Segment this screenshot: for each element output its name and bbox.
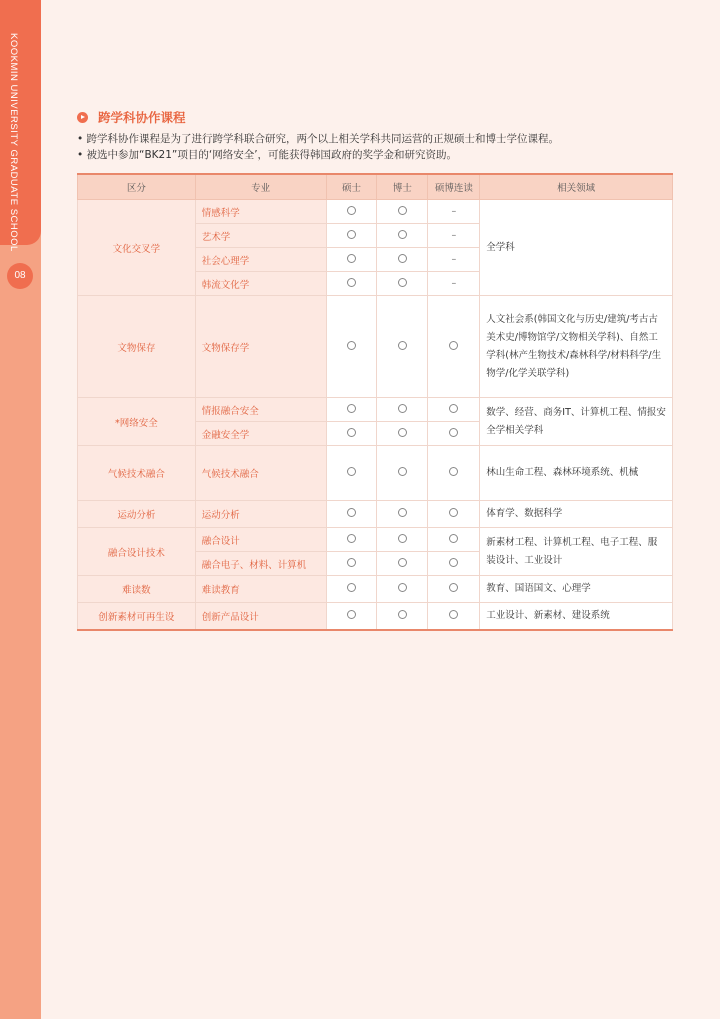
category-cell: *网络安全 [78,398,196,446]
program-table [77,173,673,631]
master-cell [326,224,377,248]
master-cell [326,552,377,576]
major-cell: 社会心理学 [195,248,326,272]
category-cell: 创新素材可再生设 [78,603,196,631]
field-cell: 体育学、数据科学 [480,501,673,528]
field-cell: 数学、经营、商务IT、计算机工程、情报安全学相关学科 [480,398,673,446]
bullet-item: • 被选中参加“BK21”项目的‘网络安全’，可能获得韩国政府的奖学金和研究资助。 [77,147,559,163]
circle-mark-icon [398,230,407,239]
phd-cell [377,603,428,631]
circle-mark-icon [398,534,407,543]
combined-cell: – [428,200,480,224]
circle-mark-icon [398,206,407,215]
phd-cell [377,501,428,528]
master-cell [326,603,377,631]
page-number: 08 [7,263,33,289]
major-cell: 难读教育 [195,576,326,603]
circle-mark-icon [398,278,407,287]
phd-cell [377,528,428,552]
master-cell [326,422,377,446]
field-cell: 人文社会系(韩国文化与历史/建筑/考古古美术史/博物馆学/文物相关学科)、自然工学科(林产生物技术/森林科学/材料科学/生物学/化学关联学科) [480,296,673,398]
table-row [78,446,673,501]
category-cell: 融合设计技术 [78,528,196,576]
phd-cell [377,398,428,422]
circle-mark-icon [398,404,407,413]
combined-cell [428,603,480,631]
combined-cell: – [428,248,480,272]
combined-cell [428,552,480,576]
table-body [78,200,673,631]
section-heading [77,108,186,126]
category-cell: 运动分析 [78,501,196,528]
circle-mark-icon [449,428,458,437]
combined-cell [428,398,480,422]
header-field: 相关领域 [480,174,673,200]
header-major: 专业 [195,174,326,200]
circle-mark-icon [347,341,356,350]
field-cell: 工业设计、新素材、建设系统 [480,603,673,631]
circle-mark-icon [449,534,458,543]
category-cell: 难读数 [78,576,196,603]
header-combined: 硕博连读 [428,174,480,200]
circle-mark-icon [347,404,356,413]
master-cell [326,248,377,272]
circle-mark-icon [449,467,458,476]
phd-cell [377,248,428,272]
master-cell [326,200,377,224]
master-cell [326,446,377,501]
circle-mark-icon [449,508,458,517]
major-cell: 情感科学 [195,200,326,224]
master-cell [326,528,377,552]
major-cell: 融合电子、材料、计算机 [195,552,326,576]
category-cell: 文物保存 [78,296,196,398]
table-row [78,200,673,224]
circle-mark-icon [449,610,458,619]
major-cell: 融合设计 [195,528,326,552]
phd-cell [377,446,428,501]
table-row [78,576,673,603]
major-cell: 文物保存学 [195,296,326,398]
combined-cell [428,446,480,501]
circle-mark-icon [347,534,356,543]
school-name: KOOKMIN UNIVERSITY GRADUATE SCHOOL [8,33,19,252]
circle-mark-icon [347,230,356,239]
circle-mark-icon [347,610,356,619]
combined-cell [428,422,480,446]
circle-mark-icon [347,558,356,567]
major-cell: 运动分析 [195,501,326,528]
combined-cell: – [428,224,480,248]
circle-mark-icon [347,254,356,263]
table-row [78,296,673,398]
phd-cell [377,576,428,603]
major-cell: 金融安全学 [195,422,326,446]
circle-mark-icon [449,341,458,350]
circle-mark-icon [347,278,356,287]
field-cell: 教育、国语国文、心理学 [480,576,673,603]
field-cell: 全学科 [480,200,673,296]
category-cell: 文化交叉学 [78,200,196,296]
combined-cell [428,576,480,603]
play-bullet-icon [77,112,88,123]
circle-mark-icon [347,583,356,592]
bullet-item: • 跨学科协作课程是为了进行跨学科联合研究，两个以上相关学科共同运营的正规硕士和博士学位课程。 [77,131,559,147]
header-category: 区分 [78,174,196,200]
circle-mark-icon [347,428,356,437]
circle-mark-icon [398,428,407,437]
phd-cell [377,272,428,296]
table-row [78,398,673,422]
table-row [78,603,673,631]
combined-cell [428,501,480,528]
circle-mark-icon [398,467,407,476]
section-title: 跨学科协作课程 [98,110,186,125]
circle-mark-icon [398,254,407,263]
major-cell: 气候技术融合 [195,446,326,501]
header-phd: 博士 [377,174,428,200]
phd-cell [377,200,428,224]
phd-cell [377,296,428,398]
phd-cell [377,224,428,248]
circle-mark-icon [398,583,407,592]
circle-mark-icon [347,206,356,215]
combined-cell: – [428,272,480,296]
master-cell [326,501,377,528]
field-cell: 林山生命工程、森林环境系统、机械 [480,446,673,501]
master-cell [326,296,377,398]
major-cell: 创新产品设计 [195,603,326,631]
circle-mark-icon [347,467,356,476]
major-cell: 韩流文化学 [195,272,326,296]
bullet-list [77,131,559,163]
circle-mark-icon [347,508,356,517]
circle-mark-icon [398,508,407,517]
phd-cell [377,422,428,446]
circle-mark-icon [398,610,407,619]
circle-mark-icon [398,558,407,567]
sidebar-header-block [0,0,41,252]
header-master: 硕士 [326,174,377,200]
circle-mark-icon [449,583,458,592]
master-cell [326,398,377,422]
phd-cell [377,552,428,576]
circle-mark-icon [398,341,407,350]
circle-mark-icon [449,404,458,413]
table-row [78,528,673,552]
circle-mark-icon [449,558,458,567]
table-row [78,501,673,528]
field-cell: 新素材工程、计算机工程、电子工程、服装设计、工业设计 [480,528,673,576]
combined-cell [428,296,480,398]
master-cell [326,576,377,603]
major-cell: 艺术学 [195,224,326,248]
master-cell [326,272,377,296]
major-cell: 情报融合安全 [195,398,326,422]
combined-cell [428,528,480,552]
category-cell: 气候技术融合 [78,446,196,501]
